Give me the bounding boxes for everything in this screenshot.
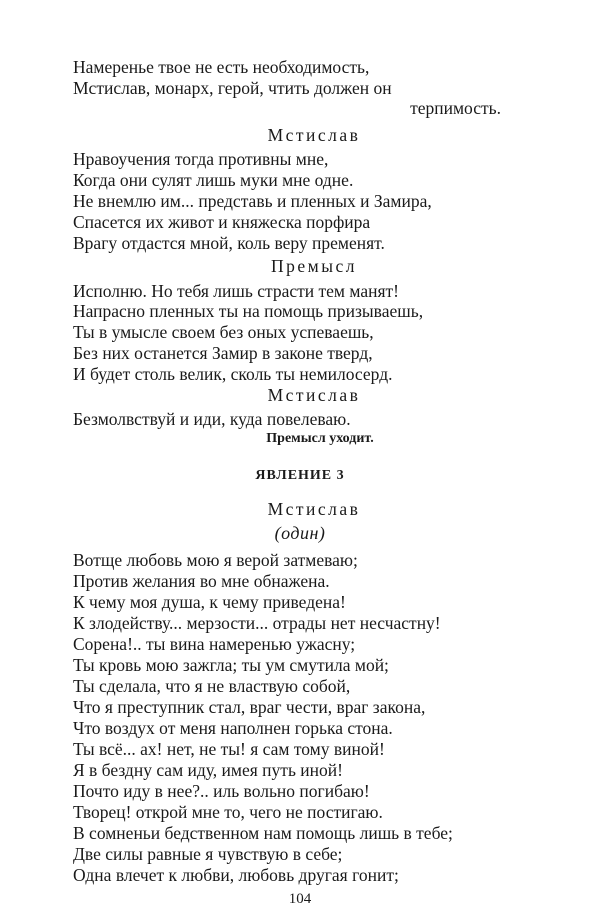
verse-line: Ты всё... ах! нет, не ты! я сам тому виной! (73, 739, 385, 759)
verse-line: Вотще любовь мою я верой затмеваю; (73, 550, 358, 570)
verse-line: Когда они сулят лишь муки мне одне. (73, 170, 354, 190)
verse-line: Исполню. Но тебя лишь страсти тем манят! (73, 281, 399, 301)
verse-line: К чему моя душа, к чему приведена! (73, 592, 346, 612)
verse-line: Не внемлю им... представь и пленных и Замира, (73, 191, 432, 211)
speaker-name: Мстислав (267, 499, 361, 519)
verse-line: Почто иду в нее?.. иль вольно погибаю! (73, 781, 370, 801)
verse-line: Без них останется Замир в законе тверд, (73, 343, 373, 363)
verse-line-continuation: терпимость. (410, 98, 501, 118)
verse-line: Я в бездну сам иду, имея путь иной! (73, 760, 343, 780)
verse-line: Спасется их живот и княжеска порфира (73, 212, 371, 232)
verse-line: Две силы равные я чувствую в себе; (73, 844, 343, 864)
verse-line: И будет столь велик, сколь ты немилосерд. (73, 364, 393, 384)
speaker-name: Премысл (271, 256, 357, 276)
verse-line: Ты сделала, что я не властвую собой, (73, 676, 351, 696)
verse-line: Нравоучения тогда противны мне, (73, 149, 329, 169)
verse-line: Что воздух от меня наполнен горька стона. (73, 718, 393, 738)
verse-line: Ты кровь мою зажгла; ты ум смутила мой; (73, 655, 389, 675)
verse-line: Одна влечет к любви, любовь другая гонит; (73, 865, 399, 885)
verse-line: Врагу отдастся мной, коль веру пременят. (73, 233, 385, 253)
verse-line: Сорена!.. ты вина намеренью ужасну; (73, 634, 356, 654)
verse-line: Что я преступник стал, враг чести, враг закона, (73, 697, 426, 717)
verse-line: К злодейству... мерзости... отрады нет несчастну! (73, 613, 441, 633)
stage-aside: (один) (274, 523, 326, 543)
page-number: 104 (288, 891, 312, 907)
verse-line: Намеренье твое не есть необходимость, (73, 57, 370, 77)
speaker-name: Мстислав (267, 125, 361, 145)
verse-line: Творец! открой мне то, чего не постигаю. (73, 802, 383, 822)
stage-direction: Премысл уходит. (266, 431, 374, 446)
scene-title: ЯВЛЕНИЕ 3 (255, 468, 345, 483)
verse-line: Напрасно пленных ты на помощь призываешь, (73, 301, 424, 321)
verse-line: Безмолвствуй и иди, куда повелеваю. (73, 409, 351, 429)
verse-line: Против желания во мне обнажена. (73, 571, 330, 591)
verse-line: Ты в умысле своем без оных успеваешь, (73, 322, 374, 342)
speaker-name: Мстислав (267, 385, 361, 405)
verse-line: В сомненьи бедственном нам помощь лишь в тебе; (73, 823, 453, 843)
verse-line: Мстислав, монарх, герой, чтить должен он (73, 78, 392, 98)
